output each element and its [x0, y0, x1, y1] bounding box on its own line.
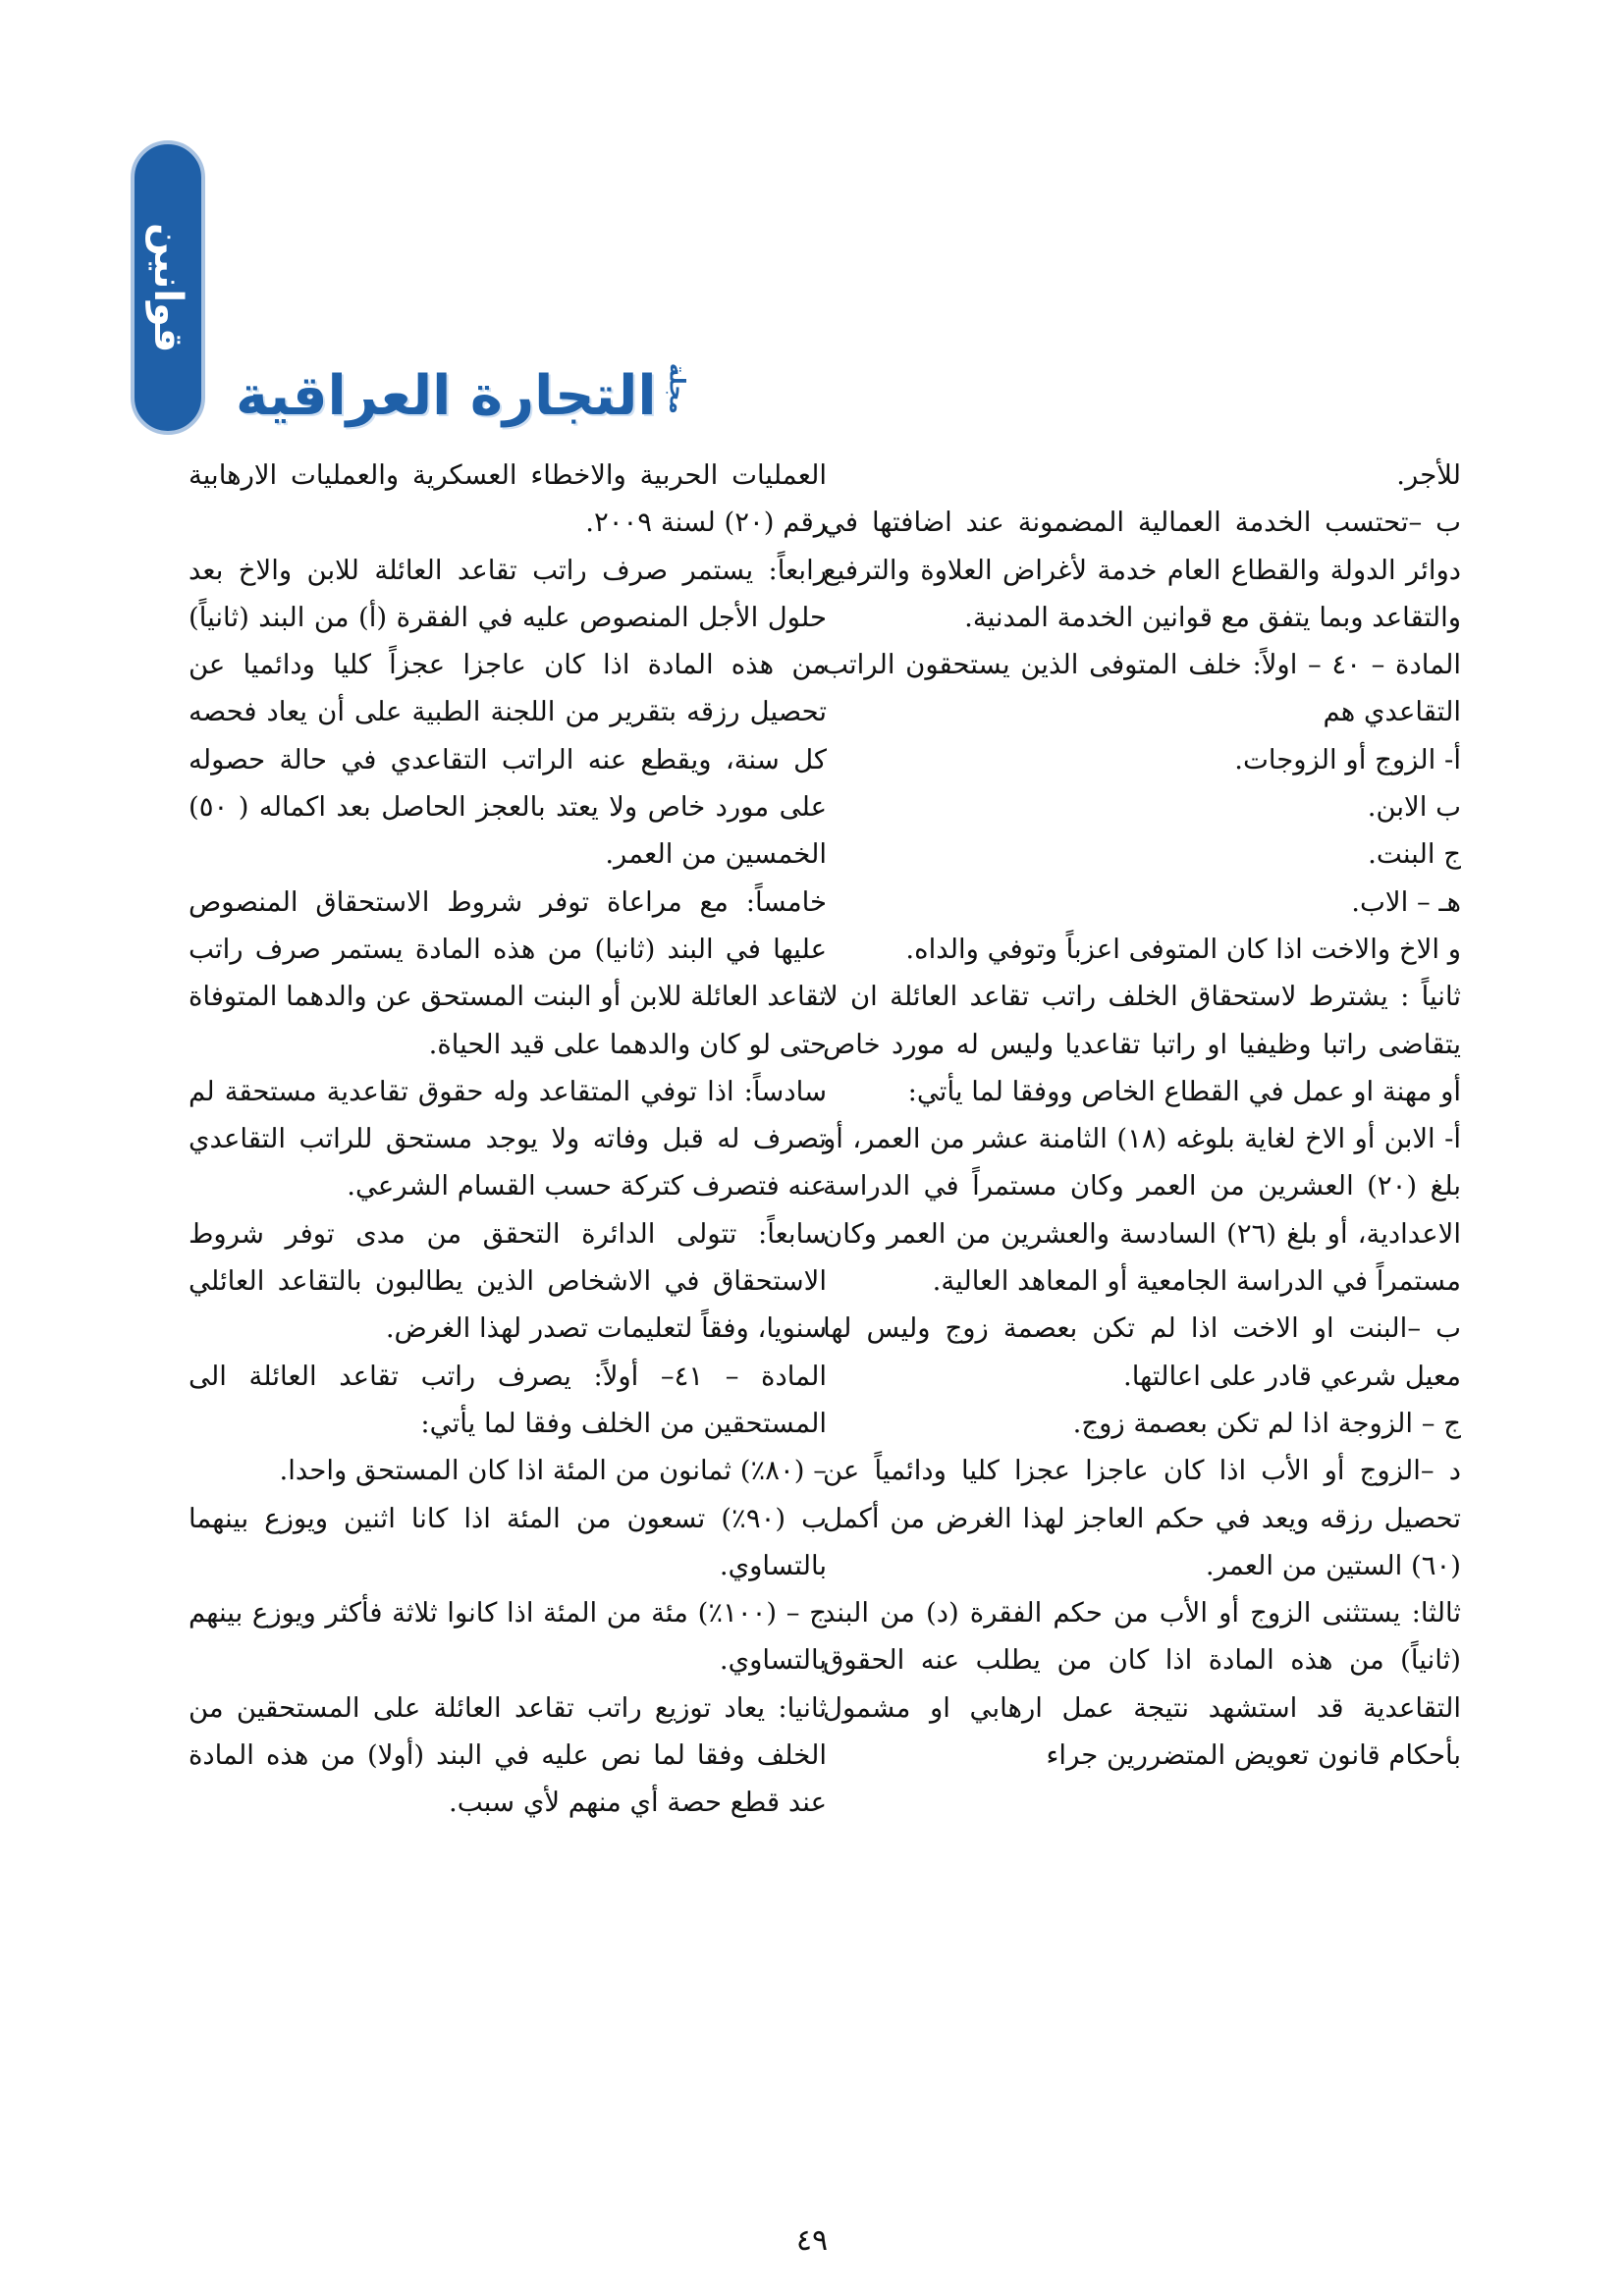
- masthead-small-label: مجلة: [664, 363, 689, 414]
- paragraph: سادساً: اذا توفي المتقاعد وله حقوق تقاعدية مستحقة لم تصرف له قبل وفاته ولا يوجد مستحق للراتب التقاعدي عنه فتصرف كتركة حسب القسام الشرعي.: [189, 1075, 827, 1202]
- paragraph: ج – (١٠٠٪) مئة من المئة اذا كانوا ثلاثة فأكثر ويوزع بينهم بالتساوي.: [189, 1597, 827, 1677]
- magazine-masthead: [236, 346, 689, 428]
- paragraph: ب (٩٠٪) تسعون من المئة اذا كانا اثنين ويوزع بينهما بالتساوي.: [189, 1502, 827, 1581]
- page-number: ٤٩: [795, 2223, 829, 2258]
- paragraph: سابعاً: تتولى الدائرة التحقق من مدى توفر شروط الاستحقاق في الاشخاص الذين يطالبون بالتقاعد العائلي سنويا، وفقاً لتعليمات تصدر لهذا الغرض.: [189, 1217, 827, 1345]
- paragraph: العمليات الحربية والاخطاء العسكرية والعمليات الارهابية رقم (٢٠) لسنة ٢٠٠٩.: [189, 459, 827, 539]
- paragraph: ج البنت.: [1368, 838, 1461, 871]
- section-tab: [131, 140, 205, 435]
- paragraph: خامساً: مع مراعاة توفر شروط الاستحقاق المنصوص عليها في البند (ثانيا) من هذه المادة يستمر صرف راتب تقاعد العائلة للابن أو البنت المستحق عن والدهما المتوفاة حتى لو كان والدهما على قيد الحياة.: [189, 885, 827, 1060]
- paragraph: ثانياً : يشترط لاستحقاق الخلف راتب تقاعد العائلة ان لا يتقاضى راتبا وظيفيا او راتبا تقاعديا وليس له مورد خاص أو مهنة او عمل في القطاع الخاص ووفقا لما يأتي:: [823, 981, 1461, 1107]
- paragraph: د –الزوج أو الأب اذا كان عاجزا عجزا كليا ودائمياً عن تحصيل رزقه ويعد في حكم العاجز لهذا الغرض من أكمل (٦٠) الستين من العمر.: [823, 1455, 1461, 1581]
- paragraph: ثالثا: يستثنى الزوج أو الأب من حكم الفقرة (د) من البند (ثانياً) من هذه المادة اذا كان من يطلب عنه الحقوق التقاعدية قد استشهد نتيجة عمل ارهابي او مشمول بأحكام قانون تعويض المتضررين جراء: [823, 1597, 1461, 1772]
- section-tab-label: قوانين: [145, 222, 190, 353]
- paragraph: ج – الزوجة اذا لم تكن بعصمة زوج.: [1072, 1407, 1461, 1439]
- paragraph: للأجر.: [1396, 459, 1461, 491]
- right-text-column: [823, 452, 1461, 1779]
- masthead-title: التجارة العراقية: [236, 364, 657, 428]
- paragraph: أ- الزوج أو الزوجات.: [1234, 743, 1461, 775]
- paragraph: هـ – الاب.: [1351, 885, 1461, 918]
- paragraph: ب –تحتسب الخدمة العمالية المضمونة عند اضافتها في دوائر الدولة والقطاع العام خدمة لأغراض العلاوة والترفيع والتقاعد وبما يتفق مع قوانين الخدمة المدنية.: [823, 507, 1461, 633]
- paragraph: المادة – ٤٠ – اولاً: خلف المتوفى الذين يستحقون الراتب التقاعدي هم: [823, 649, 1461, 728]
- paragraph: رابعاً: يستمر صرف راتب تقاعد العائلة للابن والاخ بعد حلول الأجل المنصوص عليه في الفقرة (أ) من البند (ثانياً) من هذه المادة اذا كان عاجزا عجزاً كليا ودائميا عن تحصيل رزقه بتقرير من اللجنة الطبية على أن يعاد فحصه كل سنة، ويقطع عنه الراتب التقاعدي في حالة حصوله على مورد خاص ولا يعتد بالعجز الحاصل بعد اكماله ( ٥٠) الخمسين من العمر.: [189, 554, 827, 871]
- paragraph: و الاخ والاخت اذا كان المتوفى اعزباً وتوفي والداه.: [905, 933, 1461, 965]
- paragraph: ب –البنت او الاخت اذا لم تكن بعصمة زوج وليس لها معيل شرعي قادر على اعالتها.: [823, 1312, 1461, 1392]
- paragraph: – (٨٠٪) ثمانون من المئة اذا كان المستحق واحدا.: [279, 1455, 827, 1487]
- paragraph: أ- الابن أو الاخ لغاية بلوغه (١٨) الثامنة عشر من العمر، أو بلغ (٢٠) العشرين من العمر وكان مستمراً في الدراسة الاعدادية، أو بلغ (٢٦) السادسة والعشرين من العمر وكان مستمراً في الدراسة الجامعية أو المعاهد العالية.: [823, 1123, 1461, 1298]
- paragraph: ب الابن.: [1367, 791, 1461, 824]
- paragraph: ثانيا: يعاد توزيع راتب تقاعد العائلة على المستحقين من الخلف وفقا لما نص عليه في البند (أولا) من هذه المادة عند قطع حصة أي منهم لأي سبب.: [189, 1691, 827, 1819]
- paragraph: المادة – ٤١– أولاً: يصرف راتب تقاعد العائلة الى المستحقين من الخلف وفقا لما يأتي:: [189, 1360, 827, 1439]
- left-text-column: [189, 452, 827, 1827]
